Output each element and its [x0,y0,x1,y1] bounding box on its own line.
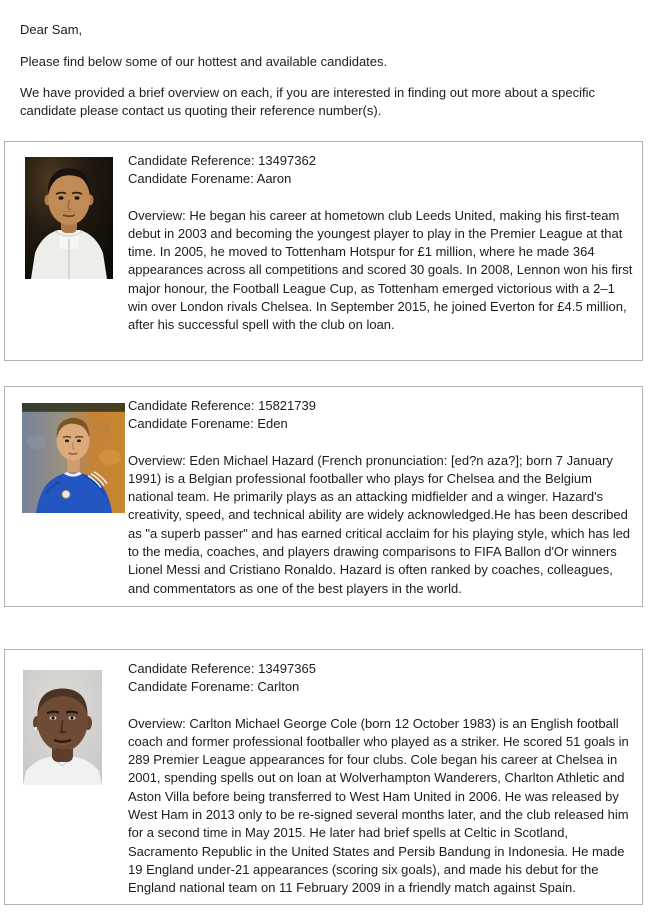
reference-label: Candidate Reference: [128,661,255,676]
candidate-forename-line [128,170,633,188]
candidate-details [128,152,633,335]
candidate-photo [25,157,113,279]
intro-line-2: We have provided a brief overview on each, if you are interested in finding out more about a specific candidate please contact us quoting their reference number(s). [20,85,595,118]
reference-value: 13497365 [258,661,316,676]
overview-label: Overview: [128,452,186,468]
forename-value: Aaron [256,171,292,187]
overview-label: Overview: [128,207,186,223]
candidate-photo [23,670,102,785]
candidate-forename-line [128,678,633,696]
candidate-forename-line [128,415,633,433]
carlton-portrait-illustration [23,670,102,785]
greeting-text: Dear Sam, [20,22,83,37]
candidate-details [128,397,633,598]
forename-label: Candidate Forename: [128,171,254,187]
email-intro [0,0,650,120]
forename-value: Carlton [257,679,300,695]
intro-line-1: Please find below some of our hottest and available candidates. [20,54,388,69]
candidate-photo [22,403,125,513]
reference-label: Candidate Reference: [128,398,255,413]
candidate-overview [128,452,633,598]
candidate-reference-line [128,152,633,170]
forename-label: Candidate Forename: [128,679,254,695]
reference-value: 15821739 [258,398,316,413]
aaron-portrait-illustration [25,157,113,279]
candidate-details [128,660,633,898]
eden-portrait-illustration [22,403,125,513]
overview-text: Carlton Michael George Cole (born 12 October 1983) is an English football coach and former professional footballer who played as a striker. He scored 51 goals in 289 Premier League appearances for four clubs. Cole began his career at Chelsea in 2001, spending spells out on loan at Wolverhampton Wanderers, Charlton Athletic and Aston Villa before being transferred to West Ham United in 2006. He was released by West Ham in 2013 only to be re-signed several months later, and the club released him for a second time in May 2015. He later had brief spells at Celtic in Scotland, Sacramento Republic in the United States and Persib Bandung in Indonesia. He made 19 England under-21 appearances (scoring six goals), and made his debut for the England national team on 11 February 2009 in a friendly match against Spain. [128,715,629,896]
candidate-reference-line [128,397,633,415]
candidate-overview [128,715,633,898]
candidate-card-eden [4,386,643,607]
overview-text: He began his career at hometown club Leeds United, making his first-team debut in 2003 and becoming the youngest player to play in the Premier League at that time. In 2005, he moved to Tottenham Hotspur for £1 million, where he made 364 appearances across all competitions and scored 30 goals. In 2008, Lennon won his first major honour, the Football League Cup, as Tottenham emerged victorious with a 2–1 win over London rivals Chelsea. In September 2015, he joined Everton for £4.5 million, after his successful spell with the club on loan. [128,207,633,333]
forename-value: Eden [257,416,288,432]
overview-text: Eden Michael Hazard (French pronunciation: [ed?n aza?]; born 7 January 1991) is a Belgian professional footballer who plays for Chelsea and the Belgium national team. He primarily plays as an attacking midfielder and a winger. Hazard's creativity, speed, and technical ability are widely acknowledged.He has been described as "a superb passer" and has earned critical acclaim for his playing style, which has led to the media, coaches, and players drawing comparisons to FIFA Ballon d'Or winners Lionel Messi and Cristiano Ronaldo. Hazard is often ranked by coaches, colleagues, and commentators as one of the best players in the world. [128,452,631,596]
reference-label: Candidate Reference: [128,153,255,168]
candidate-card-aaron [4,141,643,361]
overview-label: Overview: [128,715,186,731]
candidate-card-carlton [4,649,643,905]
candidate-overview [128,207,633,335]
candidate-reference-line [128,660,633,678]
reference-value: 13497362 [258,153,316,168]
forename-label: Candidate Forename: [128,416,254,432]
